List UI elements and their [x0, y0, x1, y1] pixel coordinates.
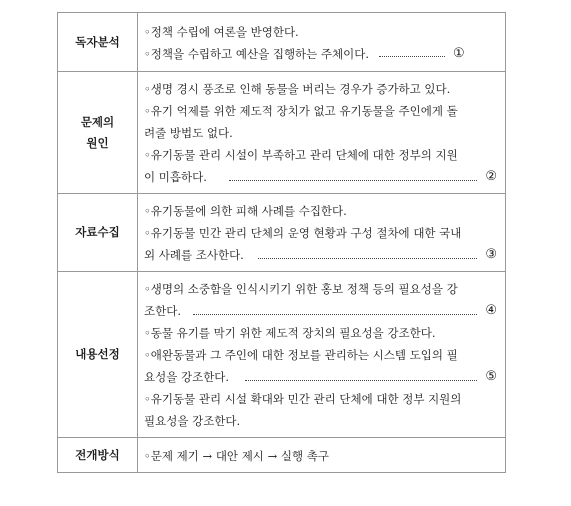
circled-number: ④ [485, 303, 497, 318]
row-label [58, 272, 138, 438]
content-line [144, 43, 497, 65]
line-text: 외 사례를 조사한다. [144, 248, 244, 262]
dotted-leader [245, 380, 477, 381]
line-text: 이 미흡하다. [144, 170, 207, 184]
row-problem-cause [58, 72, 506, 194]
line-text: ◦정책을 수립하고 예산을 집행하는 주체이다. [144, 46, 370, 61]
label-text: 독자분석 [75, 34, 120, 49]
row-content [138, 272, 506, 438]
row-content [138, 194, 506, 272]
content-line: ◦유기동물 관리 시설 확대와 민간 관리 단체에 대한 정부 지원의 [144, 392, 462, 406]
content-line: ◦유기동물 관리 시설이 부족하고 관리 단체에 대한 정부의 지원 [144, 148, 458, 162]
content-line: ◦정책 수립에 여론을 반영한다. [144, 24, 299, 39]
circled-number: ① [453, 45, 465, 61]
content-line [144, 166, 497, 188]
row-label [58, 13, 138, 72]
row-reader-analysis [58, 13, 506, 72]
content-line: ◦유기동물에 의한 피해 사례를 수집한다. [144, 204, 347, 218]
row-development-method [58, 438, 506, 473]
circled-number: ⑤ [485, 369, 497, 384]
content-line: ◦문제 제기 → 대안 제시 → 실행 촉구 [144, 448, 329, 463]
row-content [138, 13, 506, 72]
row-label [58, 72, 138, 194]
circled-number: ② [485, 169, 497, 184]
label-text: 자료수집 [75, 225, 120, 239]
row-content [138, 438, 506, 473]
content-line: ◦유기동물 민간 관리 단체의 운영 현황과 구성 절차에 대한 국내 [144, 226, 462, 240]
line-text: 요성을 강조한다. [144, 370, 230, 384]
content-line: ◦생명 경시 풍조로 인해 동물을 버리는 경우가 증가하고 있다. [144, 82, 451, 96]
dotted-leader [193, 314, 477, 315]
dotted-leader [229, 180, 477, 181]
content-line: 필요성을 강조한다. [144, 414, 241, 428]
row-label [58, 194, 138, 272]
planning-table [57, 12, 506, 473]
content-line: 려줄 방법도 없다. [144, 126, 233, 140]
dotted-leader [258, 258, 478, 259]
row-label [58, 438, 138, 473]
content-line [144, 300, 497, 322]
row-content [138, 72, 506, 194]
dotted-leader [379, 56, 445, 57]
content-line: ◦애완동물과 그 주인에 대한 정보를 관리하는 시스템 도입의 필 [144, 348, 458, 362]
label-text: 전개방식 [75, 447, 120, 462]
content-line: ◦유기 억제를 위한 제도적 장치가 없고 유기동물을 주인에게 돌 [144, 104, 458, 118]
circled-number: ③ [485, 247, 497, 262]
content-line: ◦동물 유기를 막기 위한 제도적 장치의 필요성을 강조한다. [144, 326, 436, 340]
content-line [144, 366, 497, 388]
content-line [144, 244, 497, 266]
content-line: ◦생명의 소중함을 인식시키기 위한 홍보 정책 등의 필요성을 강 [144, 282, 458, 296]
line-text: 조한다. [144, 304, 181, 318]
label-text: 내용선정 [75, 347, 120, 361]
label-text: 문제의 [80, 114, 115, 129]
row-data-collection [58, 194, 506, 272]
row-content-selection [58, 272, 506, 438]
label-text: 원인 [86, 135, 109, 150]
